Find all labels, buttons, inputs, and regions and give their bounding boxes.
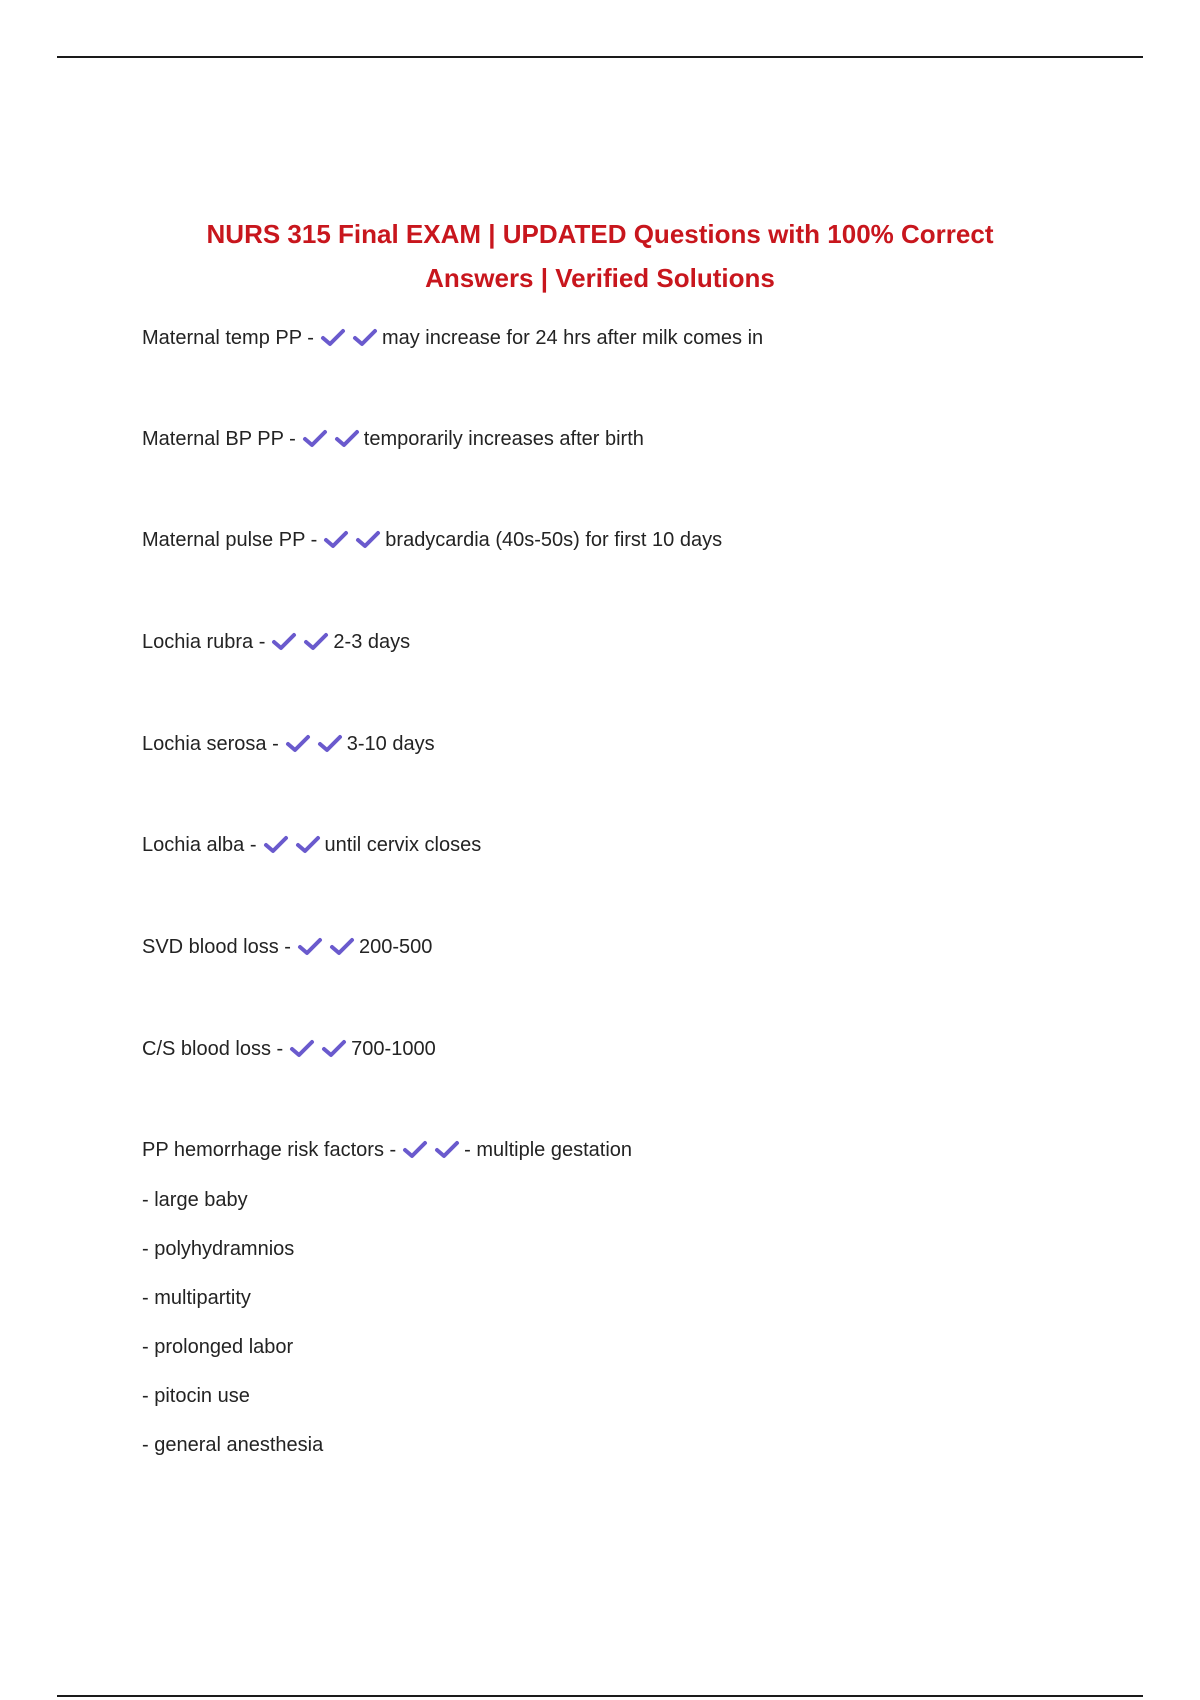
- header-rule: [57, 56, 1143, 58]
- answer-text: until cervix closes: [324, 834, 482, 856]
- answer-text: 3-10 days: [346, 733, 435, 755]
- qa-item: [142, 425, 644, 456]
- check-icons: [289, 1038, 347, 1066]
- question-text: Lochia alba -: [142, 834, 257, 856]
- answer-text: may increase for 24 hrs after milk comes in: [381, 327, 764, 349]
- check-icon: [334, 428, 360, 448]
- question-text: C/S blood loss -: [142, 1038, 284, 1060]
- check-icons: [320, 327, 378, 355]
- check-icon: [302, 428, 328, 448]
- check-icon: [289, 1038, 315, 1058]
- question-text: Maternal pulse PP -: [142, 529, 318, 551]
- check-icons: [297, 936, 355, 964]
- risk-factor-item: - large baby: [142, 1189, 248, 1211]
- question-text: Maternal temp PP -: [142, 327, 314, 349]
- document-title: [150, 212, 1050, 300]
- footer-rule: [57, 1695, 1143, 1697]
- check-icons: [323, 529, 381, 557]
- check-icon: [402, 1139, 428, 1159]
- check-icon: [303, 631, 329, 651]
- question-text: Maternal BP PP -: [142, 428, 296, 450]
- qa-item: [142, 831, 481, 862]
- check-icon: [285, 733, 311, 753]
- check-icon: [323, 529, 349, 549]
- check-icons: [285, 733, 343, 761]
- check-icon: [320, 327, 346, 347]
- qa-item: [142, 933, 432, 964]
- check-icon: [321, 1038, 347, 1058]
- answer-text: 700-1000: [351, 1038, 436, 1060]
- qa-item: [142, 730, 435, 761]
- title-line-1: NURS 315 Final EXAM | UPDATED Questions with 100% Correct: [206, 219, 994, 249]
- qa-item: [142, 324, 763, 355]
- check-icons: [402, 1139, 460, 1167]
- answer-text: 2-3 days: [333, 631, 411, 653]
- check-icon: [263, 834, 289, 854]
- check-icons: [263, 834, 321, 862]
- check-icon: [317, 733, 343, 753]
- title-line-2: Answers | Verified Solutions: [425, 263, 775, 293]
- check-icons: [271, 631, 329, 659]
- question-text: PP hemorrhage risk factors -: [142, 1139, 397, 1161]
- risk-factor-item: - multipartity: [142, 1287, 251, 1309]
- qa-item: [142, 1136, 632, 1167]
- risk-factor-item: - polyhydramnios: [142, 1238, 295, 1260]
- check-icon: [271, 631, 297, 651]
- check-icon: [434, 1139, 460, 1159]
- answer-text: bradycardia (40s-50s) for first 10 days: [385, 529, 723, 551]
- check-icons: [302, 428, 360, 456]
- risk-factor-item: - pitocin use: [142, 1385, 250, 1407]
- qa-item: [142, 526, 722, 557]
- risk-factor-item: - prolonged labor: [142, 1336, 294, 1358]
- check-icon: [352, 327, 378, 347]
- answer-text: 200-500: [358, 936, 433, 958]
- check-icon: [297, 936, 323, 956]
- check-icon: [355, 529, 381, 549]
- question-text: Lochia serosa -: [142, 733, 279, 755]
- qa-item: [142, 1035, 436, 1066]
- qa-item: [142, 628, 410, 659]
- question-text: SVD blood loss -: [142, 936, 291, 958]
- check-icon: [295, 834, 321, 854]
- answer-text: - multiple gestation: [464, 1139, 633, 1161]
- answer-text: temporarily increases after birth: [363, 428, 644, 450]
- question-text: Lochia rubra -: [142, 631, 266, 653]
- check-icon: [329, 936, 355, 956]
- risk-factor-item: - general anesthesia: [142, 1434, 324, 1456]
